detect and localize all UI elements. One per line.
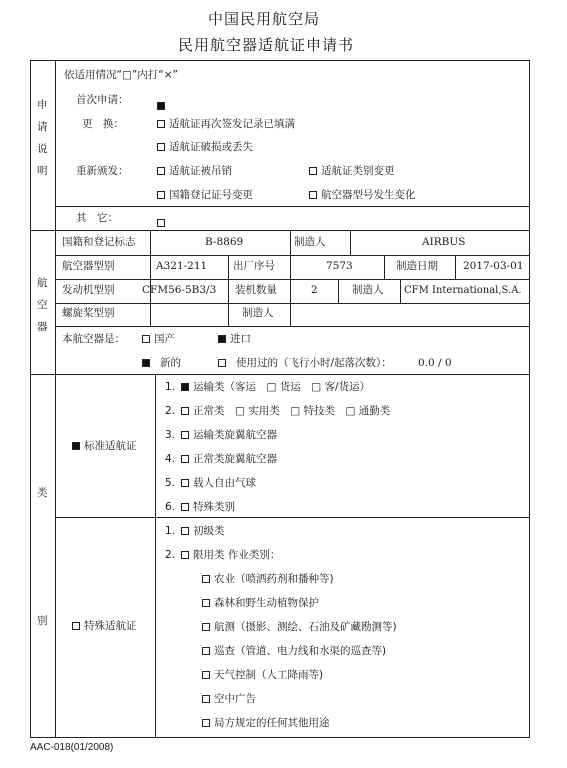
special-item-2-text: 限用类 作业类别： [193, 549, 281, 561]
model-value: A321-211 [156, 260, 208, 272]
standard-item-1-text: 运输类（客运 □ 货运 □ 客/货运） [193, 381, 371, 393]
divider-aircraft [30, 374, 530, 375]
application-side-label-2: 请 [37, 121, 48, 133]
replacement-option-2: 适航证破损或丢失 [169, 141, 253, 153]
standard-item-5-text: 载人自由气球 [193, 477, 257, 489]
first-application-label: 首次申请： [76, 94, 129, 106]
reissue-option-2: 适航证类别变更 [321, 165, 395, 177]
restricted-sub-6: 空中广告 [214, 693, 256, 705]
application-side-label-4: 明 [37, 165, 48, 177]
category-divider [55, 517, 530, 518]
standard-item-4-text: 正常类旋翼航空器 [193, 453, 278, 465]
standard-item-5-checkbox[interactable] [181, 479, 189, 487]
restricted-sub-2-checkbox[interactable] [202, 599, 210, 607]
standard-label: 标准适航证 [84, 440, 137, 452]
engine-model-label: 发动机型别 [62, 284, 115, 296]
aircraft-col-line-8 [228, 279, 229, 303]
reissue-option-3-checkbox[interactable] [157, 191, 165, 199]
aircraft-col-line-13 [290, 303, 291, 326]
mfg-date-value: 2017-03-01 [463, 260, 524, 272]
aircraft-col-line-6 [384, 255, 385, 279]
special-item-1-num: 1. [165, 525, 176, 537]
restricted-sub-6-checkbox[interactable] [202, 695, 210, 703]
divider-application [30, 230, 530, 231]
aircraft-row-line-3 [55, 303, 530, 304]
mfg-date-label: 制造日期 [396, 260, 438, 272]
instruction-text: 依适用情况“□”内打“×” [64, 69, 178, 81]
standard-item-3-checkbox[interactable] [181, 431, 189, 439]
standard-item-6-checkbox[interactable] [181, 503, 189, 511]
reissue-option-2-checkbox[interactable] [309, 167, 317, 175]
special-item-1-checkbox[interactable] [181, 527, 189, 535]
standard-item-6-text: 特殊类别 [193, 501, 236, 513]
restricted-sub-4-checkbox[interactable] [202, 647, 210, 655]
form-code: AAC-018(01/2008) [30, 742, 114, 753]
reissue-option-1: 适航证被吊销 [169, 165, 232, 177]
used-checkbox[interactable] [218, 359, 226, 367]
application-side-label-3: 说 [37, 143, 48, 155]
special-item-1-text: 初级类 [193, 525, 225, 537]
restricted-sub-3: 航测（摄影、测绘、石油及矿藏勘测等) [214, 621, 397, 633]
special-label: 特殊适航证 [84, 620, 137, 632]
engine-mfr-label: 制造人 [352, 284, 384, 296]
replacement-option-1-checkbox[interactable] [157, 120, 165, 128]
standard-item-1-checkbox[interactable] [181, 383, 189, 391]
domestic-label: 国产 [154, 333, 175, 345]
aircraft-col-line-4 [228, 255, 229, 279]
used-value: 0.0 / 0 [418, 357, 452, 369]
restricted-sub-4: 巡查（管道、电力线和水渠的巡查等) [214, 645, 387, 657]
aircraft-col-line-7 [455, 255, 456, 279]
replacement-option-1: 适航证再次签发记录已填满 [169, 118, 295, 130]
imported-label: 进口 [230, 333, 251, 345]
new-checkbox[interactable] [142, 359, 150, 367]
standard-item-3-num: 3. [165, 429, 176, 441]
restricted-sub-5: 天气控制（人工降雨等) [214, 669, 324, 681]
standard-item-6-num: 6. [165, 501, 176, 513]
replacement-option-2-checkbox[interactable] [157, 143, 165, 151]
nationality-reg-value: B-8869 [205, 236, 244, 248]
other-row-divider [55, 206, 530, 207]
aircraft-col-line-2 [290, 230, 291, 255]
standard-item-3-text: 运输类旋翼航空器 [193, 429, 278, 441]
category-side-label-2: 别 [37, 615, 48, 627]
aircraft-row-line-4 [55, 326, 530, 327]
special-item-2-num: 2. [165, 549, 176, 561]
restricted-sub-7: 局方规定的任何其他用途 [214, 717, 330, 729]
reissue-option-3: 国籍登记证号变更 [169, 189, 253, 201]
other-checkbox[interactable] [157, 219, 165, 227]
restricted-sub-1: 农业（喷洒药剂和播种等) [214, 573, 334, 585]
category-side-label-1: 类 [37, 487, 48, 499]
propeller-mfr-label: 制造人 [242, 307, 274, 319]
aircraft-side-label-2: 空 [37, 299, 48, 311]
category-column-line [155, 374, 156, 738]
agency-title: 中国民用航空局 [208, 10, 321, 28]
replacement-label: 更 换： [82, 118, 124, 130]
installed-qty-label: 装机数量 [235, 284, 277, 296]
standard-item-4-num: 4. [165, 453, 176, 465]
form-title: 民用航空器适航证申请书 [178, 36, 355, 54]
restricted-sub-3-checkbox[interactable] [202, 623, 210, 631]
new-label: 新的 [160, 357, 181, 369]
origin-label: 本航空器是： [62, 333, 125, 345]
manufacturer-label: 制造人 [294, 236, 326, 248]
aircraft-col-line-3 [350, 230, 351, 255]
aircraft-col-line-9 [290, 279, 291, 303]
used-label: 使用过的（飞行小时/起落次数）： [236, 357, 392, 369]
standard-item-2-checkbox[interactable] [181, 407, 189, 415]
standard-item-2-text: 正常类 □ 实用类 □ 特技类 □ 通勤类 [193, 405, 391, 417]
application-side-label-1: 申 [37, 99, 48, 111]
propeller-label: 螺旋桨型别 [62, 307, 115, 319]
aircraft-col-line-11 [400, 279, 401, 303]
reissue-option-4: 航空器型号发生变化 [321, 189, 416, 201]
aircraft-row-line-2 [55, 279, 530, 280]
restricted-sub-7-checkbox[interactable] [202, 719, 210, 727]
restricted-sub-5-checkbox[interactable] [202, 671, 210, 679]
standard-item-2-num: 2. [165, 405, 176, 417]
first-application-checkbox[interactable] [157, 102, 165, 110]
imported-checkbox[interactable] [218, 335, 226, 343]
restricted-sub-1-checkbox[interactable] [202, 575, 210, 583]
installed-qty-value: 2 [311, 284, 318, 296]
reissue-label: 重新颁发： [76, 165, 129, 177]
aircraft-col-line-1 [150, 230, 151, 327]
serial-label: 出厂序号 [233, 260, 275, 272]
aircraft-row-line-1 [55, 255, 530, 256]
manufacturer-value: AIRBUS [422, 236, 466, 248]
aircraft-col-line-12 [228, 303, 229, 326]
restricted-sub-2: 森林和野生动植物保护 [214, 597, 319, 609]
standard-item-1-num: 1. [165, 381, 176, 393]
form-frame [30, 60, 530, 738]
model-label: 航空器型别 [62, 260, 115, 272]
reissue-option-4-checkbox[interactable] [309, 191, 317, 199]
engine-mfr-value: CFM International,S.A. [404, 285, 522, 296]
aircraft-col-line-5 [290, 255, 291, 279]
side-column-line [55, 60, 56, 738]
aircraft-side-label-3: 器 [37, 321, 48, 333]
serial-value: 7573 [326, 260, 353, 272]
standard-checkbox[interactable] [72, 442, 80, 450]
nationality-reg-label: 国籍和登记标志 [62, 236, 136, 248]
domestic-checkbox[interactable] [142, 335, 150, 343]
special-checkbox[interactable] [72, 622, 80, 630]
engine-model-value: CFM56-5B3/3 [142, 284, 217, 296]
standard-item-4-checkbox[interactable] [181, 455, 189, 463]
reissue-option-1-checkbox[interactable] [157, 167, 165, 175]
aircraft-side-label-1: 航 [37, 277, 48, 289]
other-label: 其 它： [76, 212, 118, 224]
special-item-2-checkbox[interactable] [181, 551, 189, 559]
aircraft-col-line-10 [338, 279, 339, 303]
standard-item-5-num: 5. [165, 477, 176, 489]
